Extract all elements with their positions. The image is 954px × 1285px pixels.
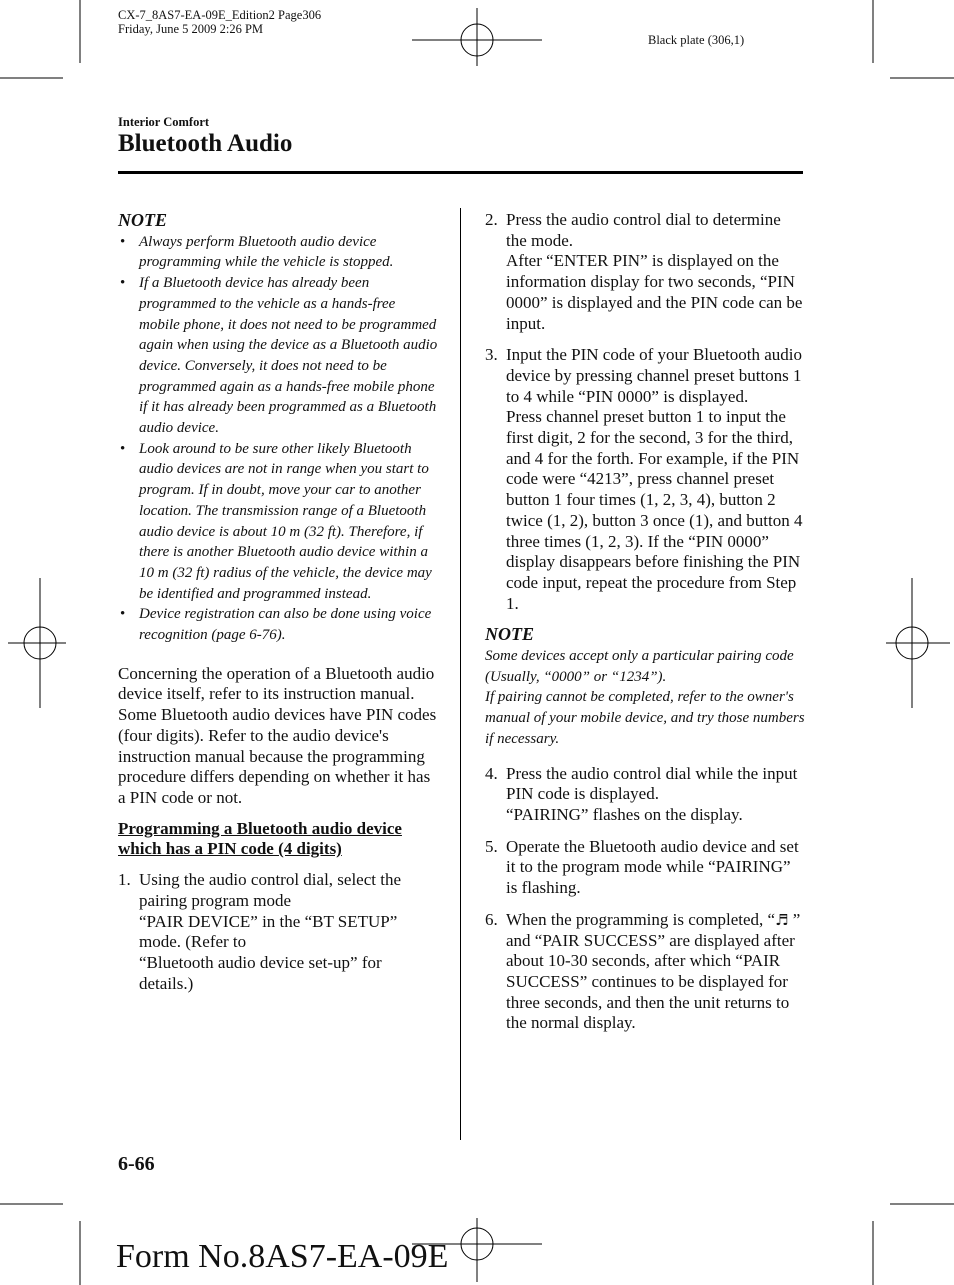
left-column: [118, 210, 438, 994]
paragraph: Concerning the operation of a Bluetooth audio device itself, refer to its instruction manual.: [118, 663, 435, 704]
form-number: Form No.8AS7-EA-09E: [116, 1238, 449, 1275]
note-list: [118, 232, 438, 646]
print-header: [118, 8, 321, 36]
subheading: Programming a Bluetooth audio device which has a PIN code (4 digits): [118, 818, 402, 859]
note-bullet: • Always perform Bluetooth audio device programming while the vehicle is stopped.: [120, 233, 394, 271]
registration-mark-right: [880, 578, 950, 708]
print-file-line: CX-7_8AS7-EA-09E_Edition2 Page306: [118, 8, 322, 22]
note-heading: NOTE: [485, 624, 534, 645]
plate-label: Black plate (306,1): [648, 33, 745, 47]
bullet-icon: •: [120, 233, 126, 250]
step-number: 1.: [118, 870, 131, 890]
step-3: 3. Input the PIN code of your Bluetooth audio device by pressing channel preset buttons 1 to 4 while “PIN 0000” is displayed. Press channel preset button 1 to input the first digit, 2 for the second, 3 for the third, and 4 for the forth. For example, if the PIN code were “4213”, press channel preset button 1 four times (1, 2, 3, 4), button 2 twice (1, 2), button 3 once (1), and button 4 three times (1, 2, 3). If the “PIN 0000” display disappears before finishing the PIN code input, repeat the procedure from Step 1.: [485, 345, 803, 613]
step-1: 1. Using the audio control dial, select the pairing program mode “PAIR DEVICE” in the “BT SETUP” mode. (Refer to “Bluetooth audio device set-up” for details.): [118, 870, 402, 993]
title-rule: [118, 171, 803, 174]
step-number: 2.: [485, 210, 498, 229]
bullet-icon: •: [120, 275, 126, 292]
bullet-icon: •: [120, 606, 126, 623]
step-5: 5. Operate the Bluetooth audio device and set it to the program mode while “PAIRING” is flashing.: [485, 836, 799, 898]
bullet-icon: •: [120, 440, 126, 457]
step-4: 4. Press the audio control dial while the input PIN code is displayed. “PAIRING” flashes on the display.: [485, 763, 798, 824]
step-number: 4.: [485, 763, 498, 783]
right-column: [485, 210, 805, 1034]
step-2: 2. Press the audio control dial to determine the mode. After “ENTER PIN” is displayed on the information display for two seconds, “PIN 0000” is displayed and the PIN code can be input.: [485, 210, 803, 333]
note-heading: NOTE: [118, 210, 167, 230]
page-title: Bluetooth Audio: [118, 130, 293, 157]
paragraph: Some Bluetooth audio devices have PIN codes (four digits). Refer to the audio device's instruction manual because the programming procedure differs depending on whether it has a PIN code or not.: [118, 705, 437, 807]
note-bullet: • Look around to be sure other likely Bluetooth audio devices are not in range when you start to program. If in doubt, move your car to another location. The transmission range of a Bluetooth audio device is about 10 m (32 ft). Therefore, if there is another Bluetooth audio device within a 10 m (32 ft) radius of the vehicle, the device may be identified and programmed instead.: [120, 440, 432, 602]
intro-paragraphs: [118, 664, 438, 809]
registration-mark-top: [412, 8, 542, 78]
note-bullet: • Device registration can also be done using voice recognition (page 6-76).: [120, 606, 432, 644]
step-6: 6. When the programming is completed, “♬ ” and “PAIR SUCCESS” are displayed after about 10-30 seconds, after which “PAIR SUCCESS” continues to be displayed for three seconds, and then the unit returns to the normal display.: [485, 909, 801, 1033]
music-note-icon: ♬: [775, 910, 789, 929]
step-number: 3.: [485, 345, 498, 365]
section-label: Interior Comfort: [118, 115, 210, 129]
note-bullet: • If a Bluetooth device has already been programmed to the vehicle as a hands-free mobile phone, it does not need to be programmed again when using the device as a Bluetooth audio device. Conversely, it does not need to be programmed again as a hands-free mobile phone if it has already been programmed as a Bluetooth audio device.: [120, 275, 438, 437]
page-number: 6-66: [118, 1153, 155, 1175]
note-text: Some devices accept only a particular pairing code (Usually, “0000” or “1234”). If pairing cannot be completed, refer to the owner's manual of your mobile device, and try those numbers if necessary.: [485, 648, 805, 747]
step-number: 6.: [485, 909, 498, 929]
step-number: 5.: [485, 836, 498, 856]
print-date-line: Friday, June 5 2009 2:26 PM: [118, 22, 264, 36]
registration-mark-left: [8, 578, 78, 708]
column-divider: [460, 208, 461, 1140]
